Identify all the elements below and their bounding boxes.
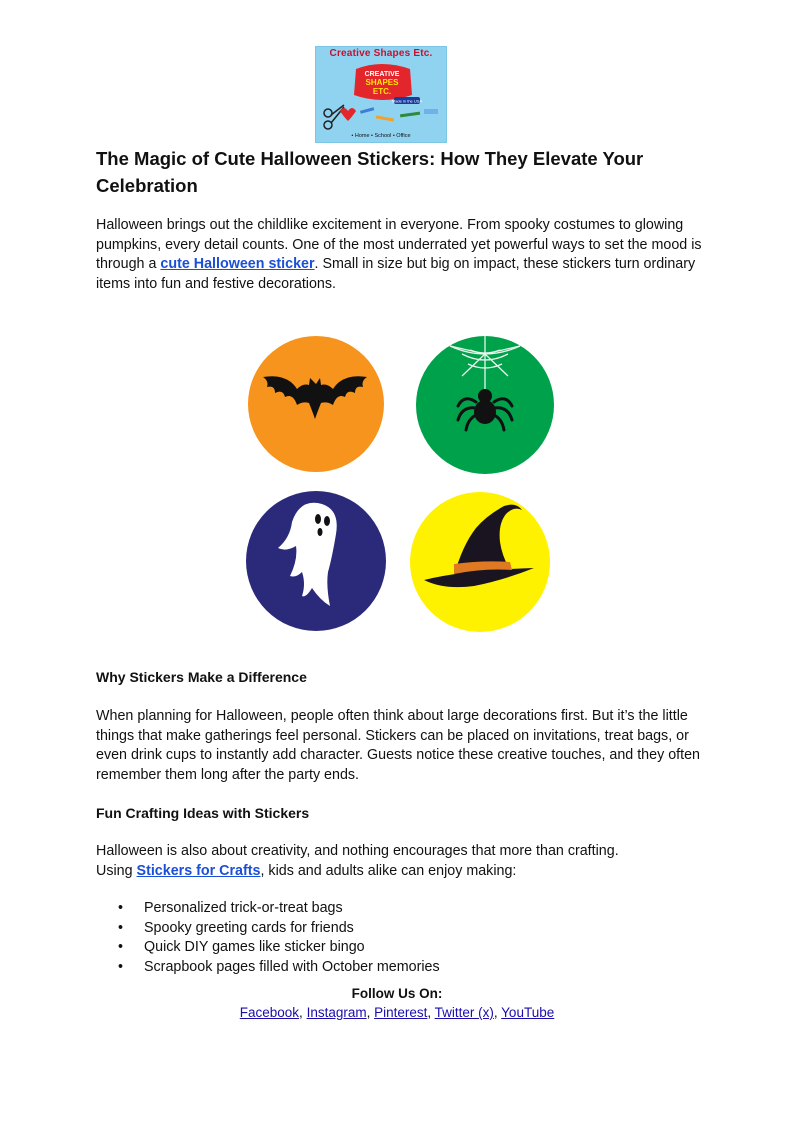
section-heading-crafting: Fun Crafting Ideas with Stickers xyxy=(96,805,310,821)
logo-graphic xyxy=(316,47,447,143)
link-separator: , xyxy=(493,1005,502,1020)
link-separator: , xyxy=(299,1005,307,1020)
logo-badge-line3: ETC. xyxy=(372,87,392,96)
crafting-line2-before: Using xyxy=(96,862,137,879)
list-item: • Personalized trick-or-treat bags xyxy=(96,899,440,919)
spider-sticker xyxy=(416,336,554,474)
crafting-line1: Halloween is also about creativity, and nothing encourages that more than crafting. xyxy=(96,843,619,859)
section-heading-why-stickers: Why Stickers Make a Difference xyxy=(96,669,307,685)
follow-us-label: Follow Us On: xyxy=(351,986,443,1001)
facebook-link[interactable]: Facebook xyxy=(239,1005,300,1020)
intro-paragraph xyxy=(96,216,706,295)
halloween-stickers-image xyxy=(232,314,564,642)
intro-text-before: Halloween brings out the childlike excitement in everyone. From spooky costumes to glowing pumpkins, every detail counts. One of the most underrated yet powerful ways to set the mood is through a xyxy=(96,217,702,273)
article-title: The Magic of Cute Halloween Stickers: How They Elevate Your Celebration xyxy=(96,148,644,196)
list-item: • Spooky greeting cards for friends xyxy=(96,919,440,939)
list-item: • Quick DIY games like sticker bingo xyxy=(96,938,440,958)
link-separator: , xyxy=(366,1005,375,1020)
link-separator: , xyxy=(427,1005,435,1020)
youtube-link[interactable]: YouTube xyxy=(501,1005,555,1020)
crafting-ideas-list xyxy=(96,899,440,978)
section-paragraph-crafting xyxy=(96,842,706,881)
stickers-for-crafts-link[interactable]: Stickers for Crafts xyxy=(136,862,261,879)
bat-sticker xyxy=(248,336,384,472)
logo-tagline: • Home • School • Office xyxy=(351,133,411,139)
logo-badge-line2: SHAPES xyxy=(365,78,399,87)
pinterest-link[interactable]: Pinterest xyxy=(374,1005,428,1020)
logo-made-in: Made in the USA xyxy=(391,98,423,104)
instagram-link[interactable]: Instagram xyxy=(306,1005,367,1020)
list-item: • Scrapbook pages filled with October memories xyxy=(96,958,440,978)
witch-hat-sticker xyxy=(410,492,550,632)
crafting-line2-after: , kids and adults alike can enjoy making: xyxy=(260,862,517,879)
logo-badge-line1: CREATIVE xyxy=(364,71,400,78)
company-logo xyxy=(315,46,447,143)
section-paragraph-why-stickers: When planning for Halloween, people often think about large decorations first. But it’s the little things that make gatherings feel personal. Stickers can be placed on invitations, treat bags, or even drink cups to instantly add character. Guests notice these creative touches, and they often remember them long after the party ends. xyxy=(96,708,701,784)
intro-text-after: . Small in size but big on impact, these stickers turn ordinary items into fun and festive decorations. xyxy=(96,256,696,293)
twitter-link[interactable]: Twitter (x) xyxy=(434,1005,494,1020)
social-links xyxy=(0,1005,794,1020)
cute-halloween-sticker-link[interactable]: cute Halloween sticker xyxy=(160,256,315,273)
ghost-sticker xyxy=(246,491,386,631)
logo-top-text: Creative Shapes Etc. xyxy=(329,48,433,59)
